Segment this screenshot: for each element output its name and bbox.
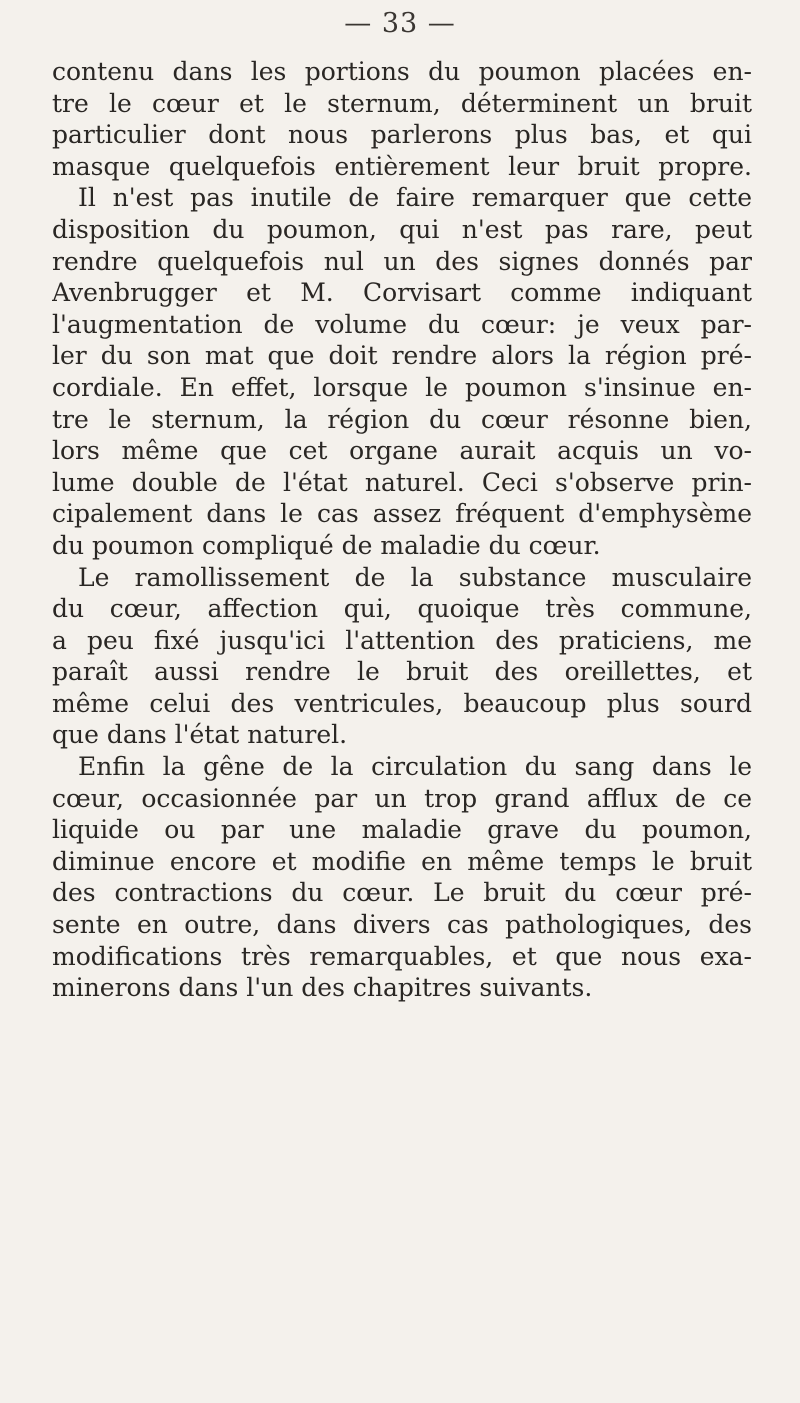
text-line: lume double de l'état naturel. Ceci s'observe prin- bbox=[52, 467, 752, 497]
text-line: tre le cœur et le sternum, déterminent un bruit bbox=[52, 88, 752, 118]
text-line: du cœur, affection qui, quoique très commune, bbox=[52, 594, 752, 624]
text-line: cœur, occasionnée par un trop grand afflux de ce bbox=[52, 783, 752, 813]
text-line: contenu dans les portions du poumon placées en- bbox=[52, 57, 752, 86]
text-line: modifications très remarquables, et que nous exa- bbox=[52, 941, 752, 971]
text-line: Le ramollissement de la substance musculaire bbox=[78, 562, 752, 592]
body-text bbox=[52, 56, 752, 1004]
text-line: a peu fixé jusqu'ici l'attention des praticiens, me bbox=[52, 625, 752, 655]
text-line: même celui des ventricules, beaucoup plus sourd bbox=[52, 688, 752, 718]
text-line: disposition du poumon, qui n'est pas rare, peut bbox=[52, 214, 752, 244]
text-line: cordiale. En effet, lorsque le poumon s'insinue en- bbox=[52, 372, 752, 402]
text-line: particulier dont nous parlerons plus bas, et qui bbox=[52, 120, 752, 150]
text-line: rendre quelquefois nul un des signes donnés par bbox=[52, 246, 752, 276]
text-line: tre le sternum, la région du cœur résonne bien, bbox=[52, 404, 752, 434]
text-line: diminue encore et modifie en même temps le bruit bbox=[52, 846, 752, 876]
text-line: paraît aussi rendre le bruit des oreillettes, et bbox=[52, 657, 752, 687]
text-line: sente en outre, dans divers cas pathologiques, des bbox=[52, 910, 752, 940]
text-line: minerons dans l'un des chapitres suivants. bbox=[52, 973, 593, 1003]
text-line: lors même que cet organe aurait acquis un vo- bbox=[52, 436, 752, 466]
text-line: du poumon compliqué de maladie du cœur. bbox=[52, 530, 601, 560]
page-number: — 33 — bbox=[344, 8, 456, 39]
text-line: masque quelquefois entièrement leur bruit propre. bbox=[52, 151, 752, 181]
text-line: cipalement dans le cas assez fréquent d'emphysème bbox=[52, 499, 752, 529]
text-line: des contractions du cœur. Le bruit du cœur pré- bbox=[52, 878, 752, 908]
text-line: ler du son mat que doit rendre alors la région pré- bbox=[52, 341, 752, 371]
text-line: liquide ou par une maladie grave du poumon, bbox=[52, 815, 752, 845]
text-line: Enfin la gêne de la circulation du sang dans le bbox=[78, 752, 752, 782]
text-line: Avenbrugger et M. Corvisart comme indiquant bbox=[52, 278, 752, 308]
text-line: Il n'est pas inutile de faire remarquer que cette bbox=[78, 183, 752, 213]
text-line: que dans l'état naturel. bbox=[52, 720, 348, 750]
text-line: l'augmentation de volume du cœur: je veux par- bbox=[52, 309, 752, 339]
